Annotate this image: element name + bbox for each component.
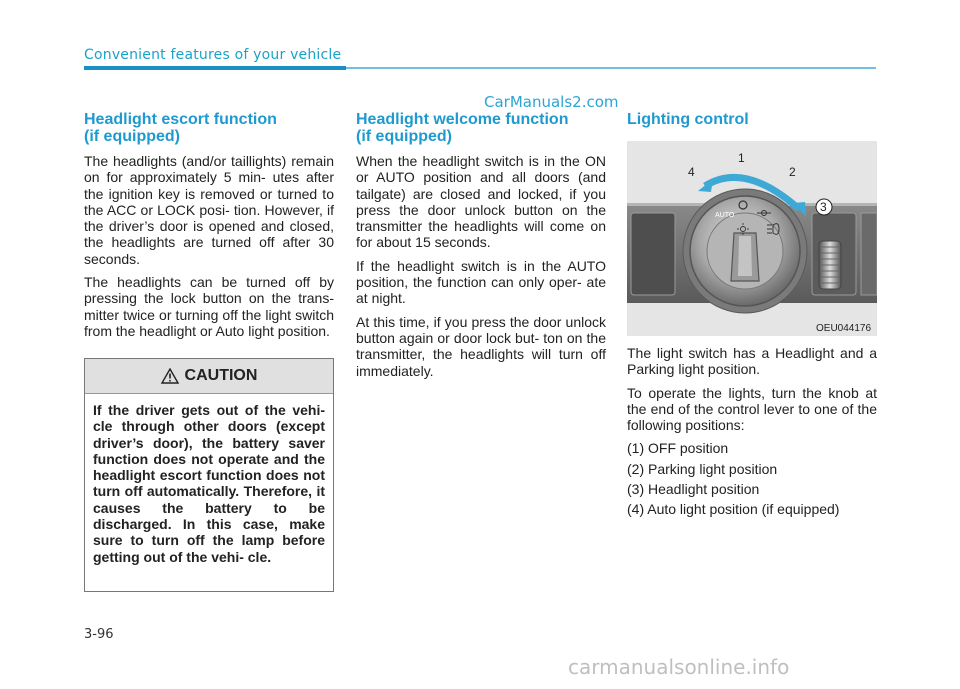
welcome-heading xyxy=(356,111,606,145)
watermark-carmanuals2: CarManuals2.com xyxy=(484,93,619,111)
caution-text: If the driver gets out of the vehi- cle through other doors (except driver’s door), the battery saver function does not operate and the headlight escort function does not turn off automatically. Therefore, it causes the battery to be discharged. In this case, make sure to turn off the lamp before getting out of the vehi- cle. xyxy=(93,402,326,565)
column-lighting xyxy=(627,111,877,128)
welcome-paragraph-1: When the headlight switch is in the ON or AUTO position and all doors (and tailgate) are closed and locked, if you press the door unlock button on the transmitter the headlights will come on for about 15 seconds. xyxy=(356,153,607,251)
header-rule-accent xyxy=(84,66,346,70)
lighting-text xyxy=(627,345,877,522)
list-item: (4) Auto light position (if equipped) xyxy=(627,501,840,518)
light-switch-figure xyxy=(627,141,877,336)
knob-auto-label: AUTO xyxy=(715,212,735,219)
escort-heading-line1: Headlight escort function xyxy=(84,111,277,128)
list-item: (3) Headlight position xyxy=(627,481,760,498)
lighting-heading: Lighting control xyxy=(627,111,749,128)
figure-code: OEU044176 xyxy=(816,323,872,334)
welcome-paragraph-3: At this time, if you press the door unlock button again or door lock but- ton on the transmitter, the headlights will turn off immediately. xyxy=(356,313,607,379)
section-header-title: Convenient features of your vehicle xyxy=(84,47,342,63)
position-label-4: 4 xyxy=(688,165,695,179)
escort-paragraph-2: The headlights can be turned off by pressing the lock button on the trans- mitter twice or turning off the light switch from the headlight or Auto light position. xyxy=(84,274,335,339)
warning-triangle-icon xyxy=(161,368,179,384)
list-item: (1) OFF position xyxy=(627,440,729,457)
header-rule xyxy=(346,67,876,69)
list-item: (2) Parking light position xyxy=(627,460,778,477)
escort-paragraph-1: The headlights (and/or taillights) remain on for approximately 5 min- utes after the ignition key is removed or turned to the ACC or LOCK posi- tion. However, if the driver’s door is opened and closed, the headlights are turned off after 30 seconds. xyxy=(84,153,335,267)
position-label-1: 1 xyxy=(738,151,745,165)
escort-heading xyxy=(84,111,334,145)
watermark-carmanualsonline: carmanualsonline.info xyxy=(568,655,790,679)
page-number: 3-96 xyxy=(84,627,114,642)
welcome-heading-line2: (if equipped) xyxy=(356,128,452,145)
lighting-paragraph-1: The light switch has a Headlight and a Parking light position. xyxy=(627,345,877,378)
arc-arrow-left-icon xyxy=(698,179,713,192)
position-label-2: 2 xyxy=(789,165,796,179)
welcome-paragraph-2: If the headlight switch is in the AUTO position, the function can only oper- ate at night. xyxy=(356,257,606,307)
welcome-heading-line1: Headlight welcome function xyxy=(356,111,569,128)
escort-heading-line2: (if equipped) xyxy=(84,128,180,145)
position-label-3: 3 xyxy=(820,200,827,214)
light-switch-illustration xyxy=(627,141,877,336)
caution-box xyxy=(84,358,334,592)
column-escort xyxy=(84,111,334,339)
column-welcome xyxy=(356,111,606,379)
caution-header xyxy=(85,359,333,394)
caution-title: CAUTION xyxy=(184,367,258,384)
positions-list xyxy=(627,440,877,517)
lighting-paragraph-2: To operate the lights, turn the knob at the end of the control lever to one of the following positions: xyxy=(627,384,877,434)
